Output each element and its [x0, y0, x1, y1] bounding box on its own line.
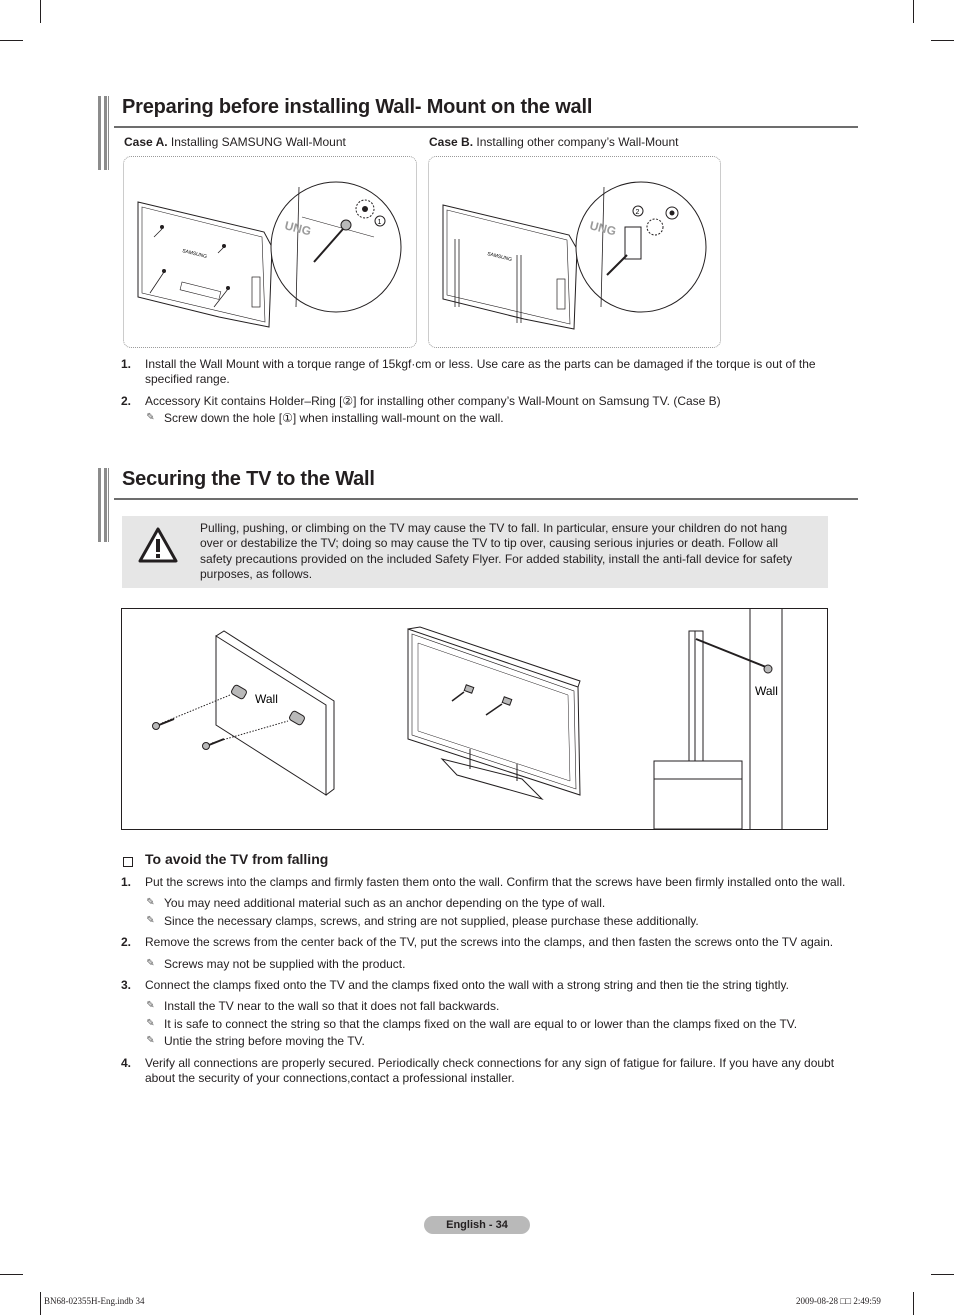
note-text: Install the TV near to the wall so that it does not fall backwards. [164, 999, 500, 1013]
case-a-tag: Case A. [124, 135, 168, 149]
case-a-label [124, 135, 346, 149]
note-text: Since the necessary clamps, screws, and string are not supplied, please purchase these additionally. [164, 914, 699, 928]
item-number: 2. [121, 394, 132, 408]
anti-fall-illustration [122, 609, 827, 829]
crop-mark [40, 1292, 41, 1315]
crop-mark [913, 0, 914, 23]
case-a-figure [123, 156, 417, 348]
section-bar [98, 96, 101, 170]
note-pencil-icon: ✎ [146, 1035, 155, 1046]
checkbox-icon [123, 857, 133, 867]
svg-text:SAMSUNG: SAMSUNG [486, 251, 513, 264]
svg-text:UNG: UNG [588, 218, 618, 239]
section-title: Preparing before installing Wall- Mount on the wall [122, 96, 593, 118]
note-text: You may need additional material such as an anchor depending on the type of wall. [164, 896, 606, 910]
note-text: Screw down the hole [①] when installing wall-mount on the wall. [164, 411, 504, 425]
step-text: Remove the screws from the center back of the TV, put the screws into the clamps, and then fasten the screws onto the TV again. [145, 935, 834, 949]
note-text: It is safe to connect the string so that the clamps fixed on the wall are equal to or lower than the clamps fixed on the TV. [164, 1017, 798, 1031]
subhead: To avoid the TV from falling [145, 851, 329, 867]
section-bar [104, 468, 107, 542]
anti-fall-figure [121, 608, 828, 830]
crop-mark [913, 1292, 914, 1315]
step-text: Connect the clamps fixed onto the TV and the clamps fixed onto the wall with a strong string and then tie the string tightly. [145, 978, 789, 992]
step-number: 4. [121, 1056, 132, 1070]
note-pencil-icon: ✎ [146, 1000, 155, 1011]
section-bar [108, 468, 109, 542]
footer-date: 2009-08-28 □□ 2:49:59 [796, 1296, 881, 1306]
wall-label: Wall [255, 692, 278, 706]
warning-line: Pulling, pushing, or climbing on the TV may cause the TV to fall. In particular, ensure your children do not hang [200, 521, 788, 535]
svg-text:2: 2 [635, 209, 640, 216]
warning-triangle-icon [137, 526, 179, 564]
case-b-illustration [429, 157, 720, 347]
step-text: Verify all connections are properly secured. Periodically check connections for any sign of fatigue for failure. If you have any doubt [145, 1056, 835, 1070]
warning-line: over or destabilize the TV; doing so may cause the TV to tip over, causing serious injuries or death. Follow all [200, 536, 779, 550]
warning-line: safety precautions provided on the included Safety Flyer. For added stability, install the anti-fall device for safety [200, 552, 793, 566]
item-text: Install the Wall Mount with a torque range of 15kgf·cm or less. Use care as the parts can be damaged if the torque is out of the [145, 357, 816, 371]
case-b-tag: Case B. [429, 135, 474, 149]
step-number: 1. [121, 875, 132, 889]
warning-box [122, 516, 828, 588]
crop-mark [40, 0, 41, 23]
page-number-badge: English - 34 [424, 1216, 530, 1234]
section-bar [98, 468, 101, 542]
crop-mark [931, 1274, 954, 1275]
item-number: 1. [121, 357, 132, 371]
case-b-text: Installing other company’s Wall-Mount [476, 135, 679, 149]
case-a-illustration [124, 157, 416, 347]
case-b-label [429, 135, 678, 149]
note-pencil-icon: ✎ [146, 897, 155, 908]
step-number: 3. [121, 978, 132, 992]
section-rule [114, 126, 858, 128]
wall-label: Wall [755, 684, 778, 698]
note-pencil-icon: ✎ [146, 412, 155, 423]
section-rule [114, 498, 858, 500]
svg-text:UNG: UNG [283, 218, 313, 239]
crop-mark [0, 40, 23, 41]
item-text: Accessory Kit contains Holder–Ring [②] for installing other company’s Wall-Mount on Samsung TV. (Case B) [145, 394, 721, 408]
note-text: Untie the string before moving the TV. [164, 1034, 365, 1048]
step-text-cont: about the security of your connections,contact a professional installer. [145, 1071, 515, 1085]
note-pencil-icon: ✎ [146, 1018, 155, 1029]
warning-line: purposes, as follows. [200, 567, 313, 581]
case-b-figure [428, 156, 721, 348]
step-number: 2. [121, 935, 132, 949]
crop-mark [0, 1274, 23, 1275]
footer-file: BN68-02355H-Eng.indb 34 [44, 1296, 145, 1306]
section-title: Securing the TV to the Wall [122, 468, 375, 490]
note-pencil-icon: ✎ [146, 915, 155, 926]
section-bar [108, 96, 109, 170]
svg-text:1: 1 [377, 219, 382, 226]
note-text: Screws may not be supplied with the product. [164, 957, 406, 971]
item-text-cont: specified range. [145, 372, 230, 386]
section-bar [104, 96, 107, 170]
note-pencil-icon: ✎ [146, 958, 155, 969]
svg-text:SAMSUNG: SAMSUNG [181, 248, 208, 261]
step-text: Put the screws into the clamps and firmly fasten them onto the wall. Confirm that the screws have been firmly installed onto the wall. [145, 875, 846, 889]
crop-mark [931, 40, 954, 41]
case-a-text: Installing SAMSUNG Wall-Mount [170, 135, 346, 149]
